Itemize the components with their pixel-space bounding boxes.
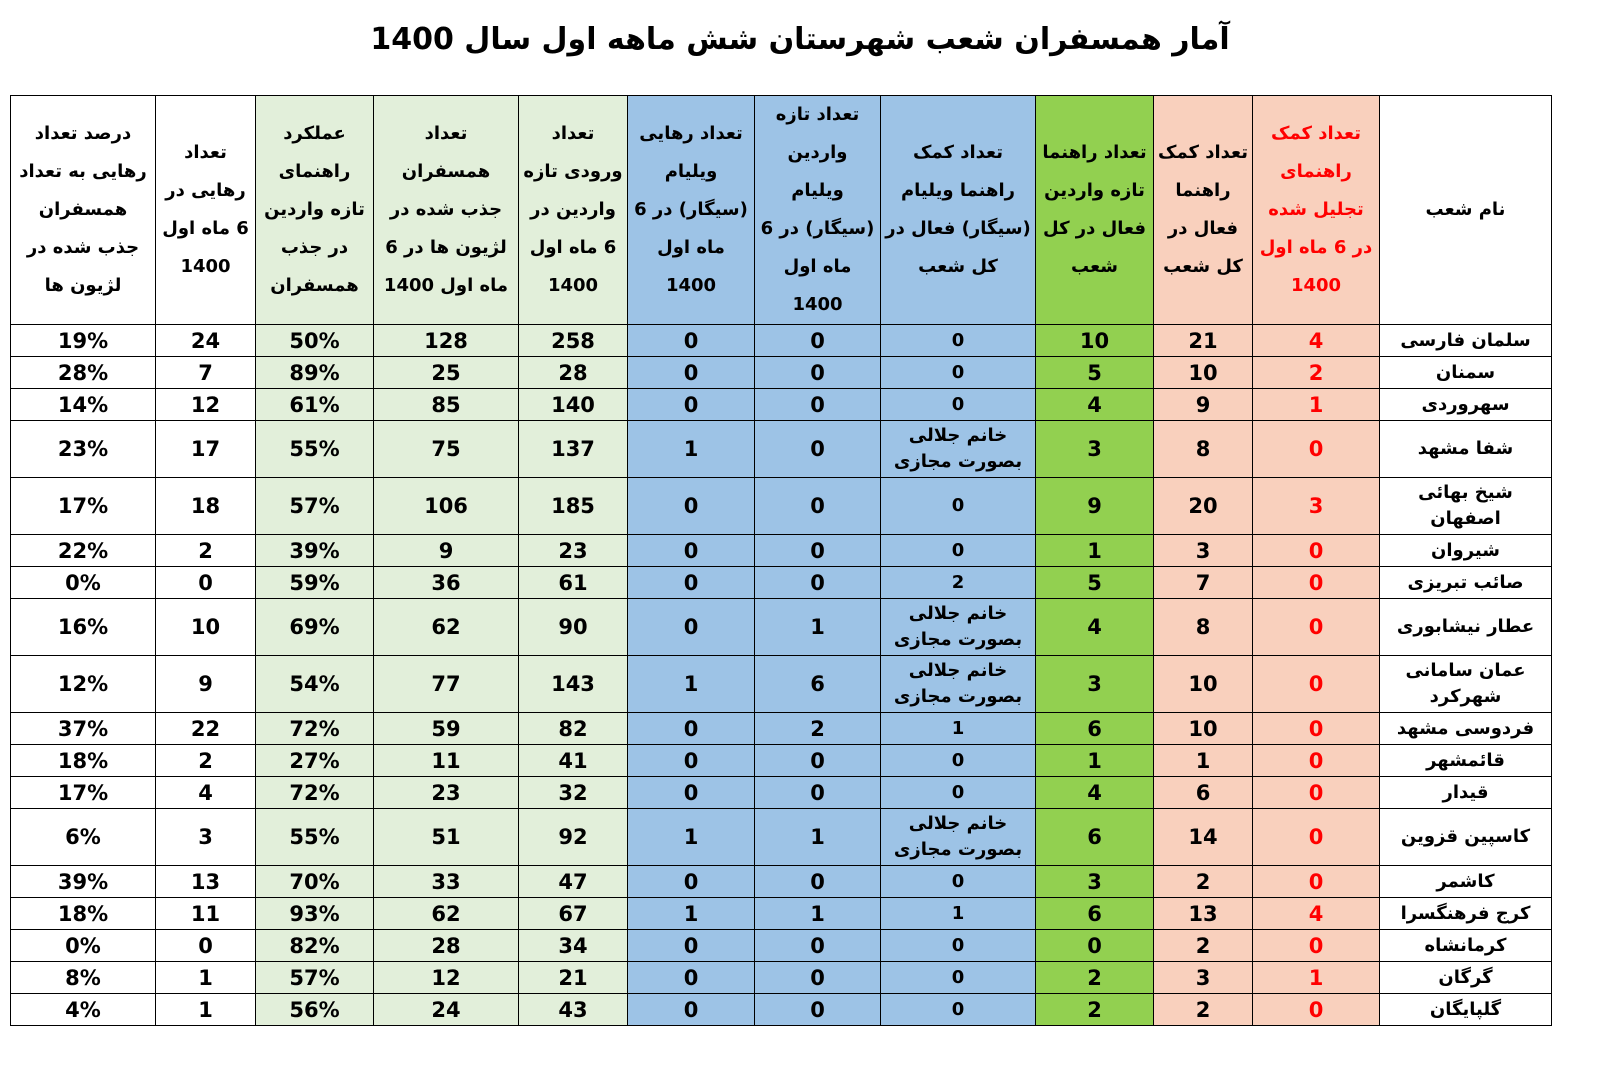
- table-cell: 8: [1154, 599, 1253, 656]
- header-cell: درصد تعداد رهایی به تعداد همسفران جذب شده در لژیون ها: [11, 96, 156, 325]
- table-cell: 0: [628, 777, 755, 809]
- table-cell: 21: [519, 962, 628, 994]
- table-cell: 0: [156, 567, 256, 599]
- table-cell: 1: [755, 898, 881, 930]
- table-cell: 0: [1253, 713, 1380, 745]
- table-cell: 7: [1154, 567, 1253, 599]
- table-cell: 28: [374, 930, 519, 962]
- table-cell: 0: [1253, 809, 1380, 866]
- table-cell: 1: [1036, 535, 1154, 567]
- table-cell: 6: [1036, 898, 1154, 930]
- table-cell: 2: [1154, 930, 1253, 962]
- table-cell: 90: [519, 599, 628, 656]
- table-cell: 137: [519, 421, 628, 478]
- header-row: [11, 96, 1552, 325]
- table-cell: 0: [881, 777, 1036, 809]
- branch-name-cell: کرج فرهنگسرا: [1380, 898, 1552, 930]
- table-cell: 5: [1036, 357, 1154, 389]
- table-cell: 72%: [256, 713, 374, 745]
- table-cell: 1: [628, 898, 755, 930]
- table-row: [11, 389, 1552, 421]
- table-cell: 10: [156, 599, 256, 656]
- header-cell: تعداد راهنما تازه واردین فعال در کل شعب: [1036, 96, 1154, 325]
- branch-name-cell: کاشمر: [1380, 866, 1552, 898]
- table-cell: 0: [755, 930, 881, 962]
- table-cell: 0: [1253, 567, 1380, 599]
- table-cell: 0: [1253, 866, 1380, 898]
- table-cell: 0: [755, 478, 881, 535]
- table-cell: 17%: [11, 777, 156, 809]
- branch-name-cell: سمنان: [1380, 357, 1552, 389]
- table-cell: 0: [628, 599, 755, 656]
- table-row: [11, 930, 1552, 962]
- table-cell: 1: [881, 713, 1036, 745]
- table-cell: 22: [156, 713, 256, 745]
- table-cell: 50%: [256, 325, 374, 357]
- table-cell: 0: [755, 325, 881, 357]
- branch-name-cell: سلمان فارسی: [1380, 325, 1552, 357]
- table-cell: 1: [156, 994, 256, 1026]
- table-cell: 0: [881, 389, 1036, 421]
- table-cell: 10: [1036, 325, 1154, 357]
- table-cell: 2: [156, 745, 256, 777]
- table-cell: 0: [1253, 421, 1380, 478]
- table-cell: 11: [374, 745, 519, 777]
- branch-name-cell: کاسپین قزوین: [1380, 809, 1552, 866]
- table-cell: 3: [1036, 421, 1154, 478]
- table-row: [11, 421, 1552, 478]
- table-row: [11, 713, 1552, 745]
- table-cell: 0%: [11, 567, 156, 599]
- table-cell: 0: [628, 745, 755, 777]
- table-cell: 77: [374, 656, 519, 713]
- table-cell: 0: [628, 994, 755, 1026]
- table-cell: 41: [519, 745, 628, 777]
- table-cell: 2: [1154, 994, 1253, 1026]
- table-cell: 0: [628, 389, 755, 421]
- table-cell: 12%: [11, 656, 156, 713]
- branch-name-cell: قیدار: [1380, 777, 1552, 809]
- table-cell: 33: [374, 866, 519, 898]
- table-cell: 37%: [11, 713, 156, 745]
- table-cell: 1: [628, 421, 755, 478]
- table-cell: 9: [374, 535, 519, 567]
- branch-name-cell: عطار نیشابوری: [1380, 599, 1552, 656]
- table-cell: 0: [628, 325, 755, 357]
- table-cell: 2: [1253, 357, 1380, 389]
- table-cell: 4%: [11, 994, 156, 1026]
- header-cell: تعداد کمک راهنما فعال در کل شعب: [1154, 96, 1253, 325]
- header-cell: تعداد ورودی تازه واردین در 6 ماه اول 1400: [519, 96, 628, 325]
- table-row: [11, 777, 1552, 809]
- table-cell: 47: [519, 866, 628, 898]
- table-cell: 59: [374, 713, 519, 745]
- table-cell: 7: [156, 357, 256, 389]
- table-cell: 10: [1154, 656, 1253, 713]
- table-cell: 1: [1253, 962, 1380, 994]
- table-cell: 4: [156, 777, 256, 809]
- header-cell: عملکرد راهنمای تازه واردین در جذب همسفران: [256, 96, 374, 325]
- table-cell: 6: [1036, 713, 1154, 745]
- header-cell: تعداد رهایی ویلیام (سیگار) در 6 ماه اول 1400: [628, 96, 755, 325]
- table-cell: 36: [374, 567, 519, 599]
- branch-name-cell: قائمشهر: [1380, 745, 1552, 777]
- table-cell: 0: [755, 389, 881, 421]
- table-cell: 14: [1154, 809, 1253, 866]
- table-row: [11, 898, 1552, 930]
- table-cell: 2: [881, 567, 1036, 599]
- table-cell: 17%: [11, 478, 156, 535]
- table-cell: 0: [628, 535, 755, 567]
- table-cell: 0: [881, 866, 1036, 898]
- table-cell: 17: [156, 421, 256, 478]
- table-cell: 258: [519, 325, 628, 357]
- table-cell: 0: [881, 535, 1036, 567]
- table-cell: 4: [1036, 777, 1154, 809]
- table-cell: 0: [755, 357, 881, 389]
- header-cell: نام شعب: [1380, 96, 1552, 325]
- table-cell: 62: [374, 599, 519, 656]
- table-cell: 13: [156, 866, 256, 898]
- table-cell: 92: [519, 809, 628, 866]
- header-cell: تعداد همسفران جذب شده در لژیون ها در 6 ماه اول 1400: [374, 96, 519, 325]
- table-cell: 93%: [256, 898, 374, 930]
- table-cell: 3: [1253, 478, 1380, 535]
- table-cell: 2: [1036, 994, 1154, 1026]
- header-cell: تعداد کمک راهنمای تجلیل شده در 6 ماه اول 1400: [1253, 96, 1380, 325]
- table-cell: 0: [881, 994, 1036, 1026]
- table-cell: 27%: [256, 745, 374, 777]
- table-cell: 0: [755, 567, 881, 599]
- table-cell: 0: [881, 745, 1036, 777]
- table-cell: 0: [755, 535, 881, 567]
- table-row: [11, 866, 1552, 898]
- table-cell: 62: [374, 898, 519, 930]
- table-cell: 0: [1253, 745, 1380, 777]
- table-cell: 55%: [256, 421, 374, 478]
- table-cell: 0: [881, 962, 1036, 994]
- table-cell: 2: [156, 535, 256, 567]
- table-cell: 0: [1253, 599, 1380, 656]
- table-cell: 89%: [256, 357, 374, 389]
- table-cell: 82: [519, 713, 628, 745]
- table-cell: 51: [374, 809, 519, 866]
- table-cell: 39%: [256, 535, 374, 567]
- table-cell: 57%: [256, 962, 374, 994]
- table-cell: 54%: [256, 656, 374, 713]
- table-cell: 0: [628, 962, 755, 994]
- table-cell: 0: [1253, 994, 1380, 1026]
- table-cell: 9: [1036, 478, 1154, 535]
- table-cell: خانم جلالی بصورت مجازی: [881, 421, 1036, 478]
- table-cell: 0%: [11, 930, 156, 962]
- table-cell: 25: [374, 357, 519, 389]
- page-title: آمار همسفران شعب شهرستان شش ماهه اول سال 1400: [370, 22, 1230, 57]
- table-cell: 19%: [11, 325, 156, 357]
- table-cell: 1: [1036, 745, 1154, 777]
- table-cell: 23: [374, 777, 519, 809]
- table-cell: 0: [628, 567, 755, 599]
- table-cell: 43: [519, 994, 628, 1026]
- table-row: [11, 599, 1552, 656]
- table-cell: 28: [519, 357, 628, 389]
- table-cell: خانم جلالی بصورت مجازی: [881, 656, 1036, 713]
- table-cell: 69%: [256, 599, 374, 656]
- table-cell: 0: [1253, 930, 1380, 962]
- branch-name-cell: شفا مشهد: [1380, 421, 1552, 478]
- table-cell: 39%: [11, 866, 156, 898]
- table-cell: 20: [1154, 478, 1253, 535]
- table-cell: 3: [1154, 962, 1253, 994]
- table-cell: 28%: [11, 357, 156, 389]
- table-cell: 0: [881, 325, 1036, 357]
- table-cell: 59%: [256, 567, 374, 599]
- table-cell: 1: [156, 962, 256, 994]
- table-cell: 23: [519, 535, 628, 567]
- table-cell: 0: [628, 930, 755, 962]
- table-cell: 18: [156, 478, 256, 535]
- table-cell: 12: [156, 389, 256, 421]
- table-cell: 23%: [11, 421, 156, 478]
- table-cell: 6%: [11, 809, 156, 866]
- table-row: [11, 656, 1552, 713]
- table-cell: 85: [374, 389, 519, 421]
- table-cell: 4: [1036, 389, 1154, 421]
- table-cell: 3: [156, 809, 256, 866]
- table-cell: 0: [1253, 535, 1380, 567]
- table-cell: 18%: [11, 745, 156, 777]
- table-cell: 61: [519, 567, 628, 599]
- table-cell: 1: [628, 656, 755, 713]
- table-cell: 0: [1036, 930, 1154, 962]
- table-row: [11, 535, 1552, 567]
- table-row: [11, 745, 1552, 777]
- table-cell: 9: [156, 656, 256, 713]
- table-cell: 16%: [11, 599, 156, 656]
- table-cell: 4: [1253, 898, 1380, 930]
- table-cell: 8: [1154, 421, 1253, 478]
- table-cell: 1: [755, 809, 881, 866]
- table-cell: 10: [1154, 357, 1253, 389]
- table-cell: 128: [374, 325, 519, 357]
- table-cell: 2: [755, 713, 881, 745]
- table-cell: 3: [1154, 535, 1253, 567]
- table-cell: 0: [628, 357, 755, 389]
- table-cell: 22%: [11, 535, 156, 567]
- table-cell: 18%: [11, 898, 156, 930]
- branch-name-cell: گرگان: [1380, 962, 1552, 994]
- table-cell: 0: [881, 930, 1036, 962]
- table-cell: 24: [374, 994, 519, 1026]
- table-cell: 0: [755, 866, 881, 898]
- table-cell: 0: [881, 357, 1036, 389]
- table-cell: 0: [628, 478, 755, 535]
- table-cell: 12: [374, 962, 519, 994]
- table-cell: 75: [374, 421, 519, 478]
- table-cell: خانم جلالی بصورت مجازی: [881, 599, 1036, 656]
- branch-name-cell: عمان سامانی شهرکرد: [1380, 656, 1552, 713]
- table-cell: 185: [519, 478, 628, 535]
- table-cell: 140: [519, 389, 628, 421]
- header-cell: تعداد کمک راهنما ویلیام (سیگار) فعال در کل شعب: [881, 96, 1036, 325]
- table-cell: 61%: [256, 389, 374, 421]
- table-cell: 34: [519, 930, 628, 962]
- table-cell: 0: [755, 777, 881, 809]
- table-cell: 55%: [256, 809, 374, 866]
- branch-name-cell: گلپایگان: [1380, 994, 1552, 1026]
- table-cell: 14%: [11, 389, 156, 421]
- table-cell: 0: [881, 478, 1036, 535]
- table-cell: 9: [1154, 389, 1253, 421]
- branch-name-cell: کرمانشاه: [1380, 930, 1552, 962]
- table-cell: 4: [1253, 325, 1380, 357]
- table-cell: 2: [1036, 962, 1154, 994]
- table-row: [11, 325, 1552, 357]
- table-row: [11, 478, 1552, 535]
- table-cell: 70%: [256, 866, 374, 898]
- table-cell: 1: [628, 809, 755, 866]
- branch-name-cell: فردوسی مشهد: [1380, 713, 1552, 745]
- table-cell: 6: [1154, 777, 1253, 809]
- header-cell: تعداد تازه واردین ویلیام (سیگار) در 6 ماه اول 1400: [755, 96, 881, 325]
- table-cell: 1: [755, 599, 881, 656]
- table-cell: 11: [156, 898, 256, 930]
- table-cell: 0: [156, 930, 256, 962]
- table-cell: 143: [519, 656, 628, 713]
- table-cell: 0: [755, 745, 881, 777]
- table-cell: 13: [1154, 898, 1253, 930]
- table-row: [11, 962, 1552, 994]
- table-row: [11, 357, 1552, 389]
- branch-name-cell: سهروردی: [1380, 389, 1552, 421]
- header-cell: تعداد رهایی در 6 ماه اول 1400: [156, 96, 256, 325]
- table-cell: 8%: [11, 962, 156, 994]
- table-cell: 5: [1036, 567, 1154, 599]
- table-cell: 24: [156, 325, 256, 357]
- table-row: [11, 567, 1552, 599]
- table-cell: 1: [1253, 389, 1380, 421]
- table-cell: 57%: [256, 478, 374, 535]
- table-cell: 0: [755, 962, 881, 994]
- table-cell: 6: [1036, 809, 1154, 866]
- table-cell: 4: [1036, 599, 1154, 656]
- table-row: [11, 809, 1552, 866]
- branch-name-cell: شیروان: [1380, 535, 1552, 567]
- table-cell: 6: [755, 656, 881, 713]
- table-cell: 3: [1036, 656, 1154, 713]
- table-cell: 10: [1154, 713, 1253, 745]
- table-cell: 0: [755, 994, 881, 1026]
- table-cell: 82%: [256, 930, 374, 962]
- table-cell: 0: [1253, 777, 1380, 809]
- table-cell: 106: [374, 478, 519, 535]
- table-row: [11, 994, 1552, 1026]
- branch-name-cell: شیخ بهائی اصفهان: [1380, 478, 1552, 535]
- table-cell: 1: [1154, 745, 1253, 777]
- table-cell: 1: [881, 898, 1036, 930]
- branch-stats-table: [10, 95, 1552, 1026]
- table-cell: 32: [519, 777, 628, 809]
- table-cell: 0: [755, 421, 881, 478]
- table-cell: 3: [1036, 866, 1154, 898]
- branch-name-cell: صائب تبریزی: [1380, 567, 1552, 599]
- table-cell: 0: [628, 713, 755, 745]
- table-cell: 0: [1253, 656, 1380, 713]
- table-cell: 21: [1154, 325, 1253, 357]
- table-cell: 0: [628, 866, 755, 898]
- table-cell: 67: [519, 898, 628, 930]
- table-cell: 72%: [256, 777, 374, 809]
- table-cell: خانم جلالی بصورت مجازی: [881, 809, 1036, 866]
- table-cell: 2: [1154, 866, 1253, 898]
- table-cell: 56%: [256, 994, 374, 1026]
